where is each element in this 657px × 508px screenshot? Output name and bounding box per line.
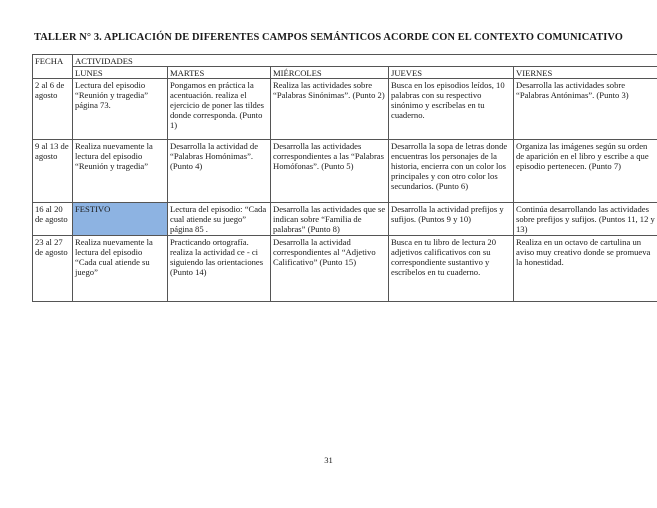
jueves-cell: Busca en tu libro de lectura 20 adjetivos calificativos con su correspondiente sustantivo y escríbelos en tu cuaderno. [389, 236, 514, 302]
lunes-cell: Lectura del episodio “Reunión y tragedia” página 73. [73, 79, 168, 140]
header-viernes: VIERNES [514, 67, 657, 79]
miercoles-cell: Desarrolla las actividades que se indican sobre “Familia de palabras” (Punto 8) [271, 203, 389, 236]
lunes-cell: Realiza nuevamente la lectura del episodio “Reunión y tragedia” [73, 140, 168, 203]
page-number: 31 [324, 455, 333, 465]
viernes-cell: Realiza en un octavo de cartulina un aviso muy creativo donde se promueva la honestidad. [514, 236, 657, 302]
table-row [33, 203, 657, 236]
fecha-cell: 23 al 27 de agosto [33, 236, 73, 302]
table-row [33, 140, 657, 203]
jueves-cell: Busca en los episodios leídos, 10 palabras con su respectivo sinónimo y escríbelas en tu cuaderno. [389, 79, 514, 140]
martes-cell: Practicando ortografía. realiza la actividad ce - ci siguiendo las orientaciones (Punto 14) [168, 236, 271, 302]
jueves-cell: Desarrolla la sopa de letras donde encuentras los personajes de la historia, encierra con un color los principales y con otro color los secundarios. (Punto 6) [389, 140, 514, 203]
header-fecha: FECHA [33, 55, 73, 79]
festivo-cell: FESTIVO [73, 203, 168, 236]
miercoles-cell: Desarrolla las actividades correspondientes a las “Palabras Homófonas”. (Punto 5) [271, 140, 389, 203]
martes-cell: Desarrolla la actividad de “Palabras Homónimas”. (Punto 4) [168, 140, 271, 203]
fecha-cell: 2 al 6 de agosto [33, 79, 73, 140]
viernes-cell: Organiza las imágenes según su orden de aparición en el libro y escribe a que episodio pertenecen. (Punto 7) [514, 140, 657, 203]
miercoles-cell: Realiza las actividades sobre “Palabras Sinónimas”. (Punto 2) [271, 79, 389, 140]
martes-cell: Pongamos en práctica la acentuación. realiza el ejercicio de poner las tildes donde corresponda. (Punto 1) [168, 79, 271, 140]
fecha-cell: 9 al 13 de agosto [33, 140, 73, 203]
header-actividades: ACTIVIDADES [73, 55, 657, 67]
viernes-cell: Desarrolla las actividades sobre “Palabras Antónimas”. (Punto 3) [514, 79, 657, 140]
lunes-cell: Realiza nuevamente la lectura del episodio “Cada cual atiende su juego” [73, 236, 168, 302]
schedule-table [32, 54, 657, 302]
page-title: TALLER N° 3. APLICACIÓN DE DIFERENTES CAMPOS SEMÁNTICOS ACORDE CON EL CONTEXTO COMUNICATIVO [34, 32, 623, 43]
table-row [33, 79, 657, 140]
miercoles-cell: Desarrolla la actividad correspondientes al “Adjetivo Calificativo” (Punto 15) [271, 236, 389, 302]
jueves-cell: Desarrolla la actividad prefijos y sufijos. (Puntos 9 y 10) [389, 203, 514, 236]
header-miercoles: MIÉRCOLES [271, 67, 389, 79]
viernes-cell: Continúa desarrollando las actividades sobre prefijos y sufijos. (Puntos 11, 12 y 13) [514, 203, 657, 236]
header-martes: MARTES [168, 67, 271, 79]
header-jueves: JUEVES [389, 67, 514, 79]
table-row [33, 236, 657, 302]
fecha-cell: 16 al 20 de agosto [33, 203, 73, 236]
header-lunes: LUNES [73, 67, 168, 79]
martes-cell: Lectura del episodio: “Cada cual atiende su juego” página 85 . [168, 203, 271, 236]
